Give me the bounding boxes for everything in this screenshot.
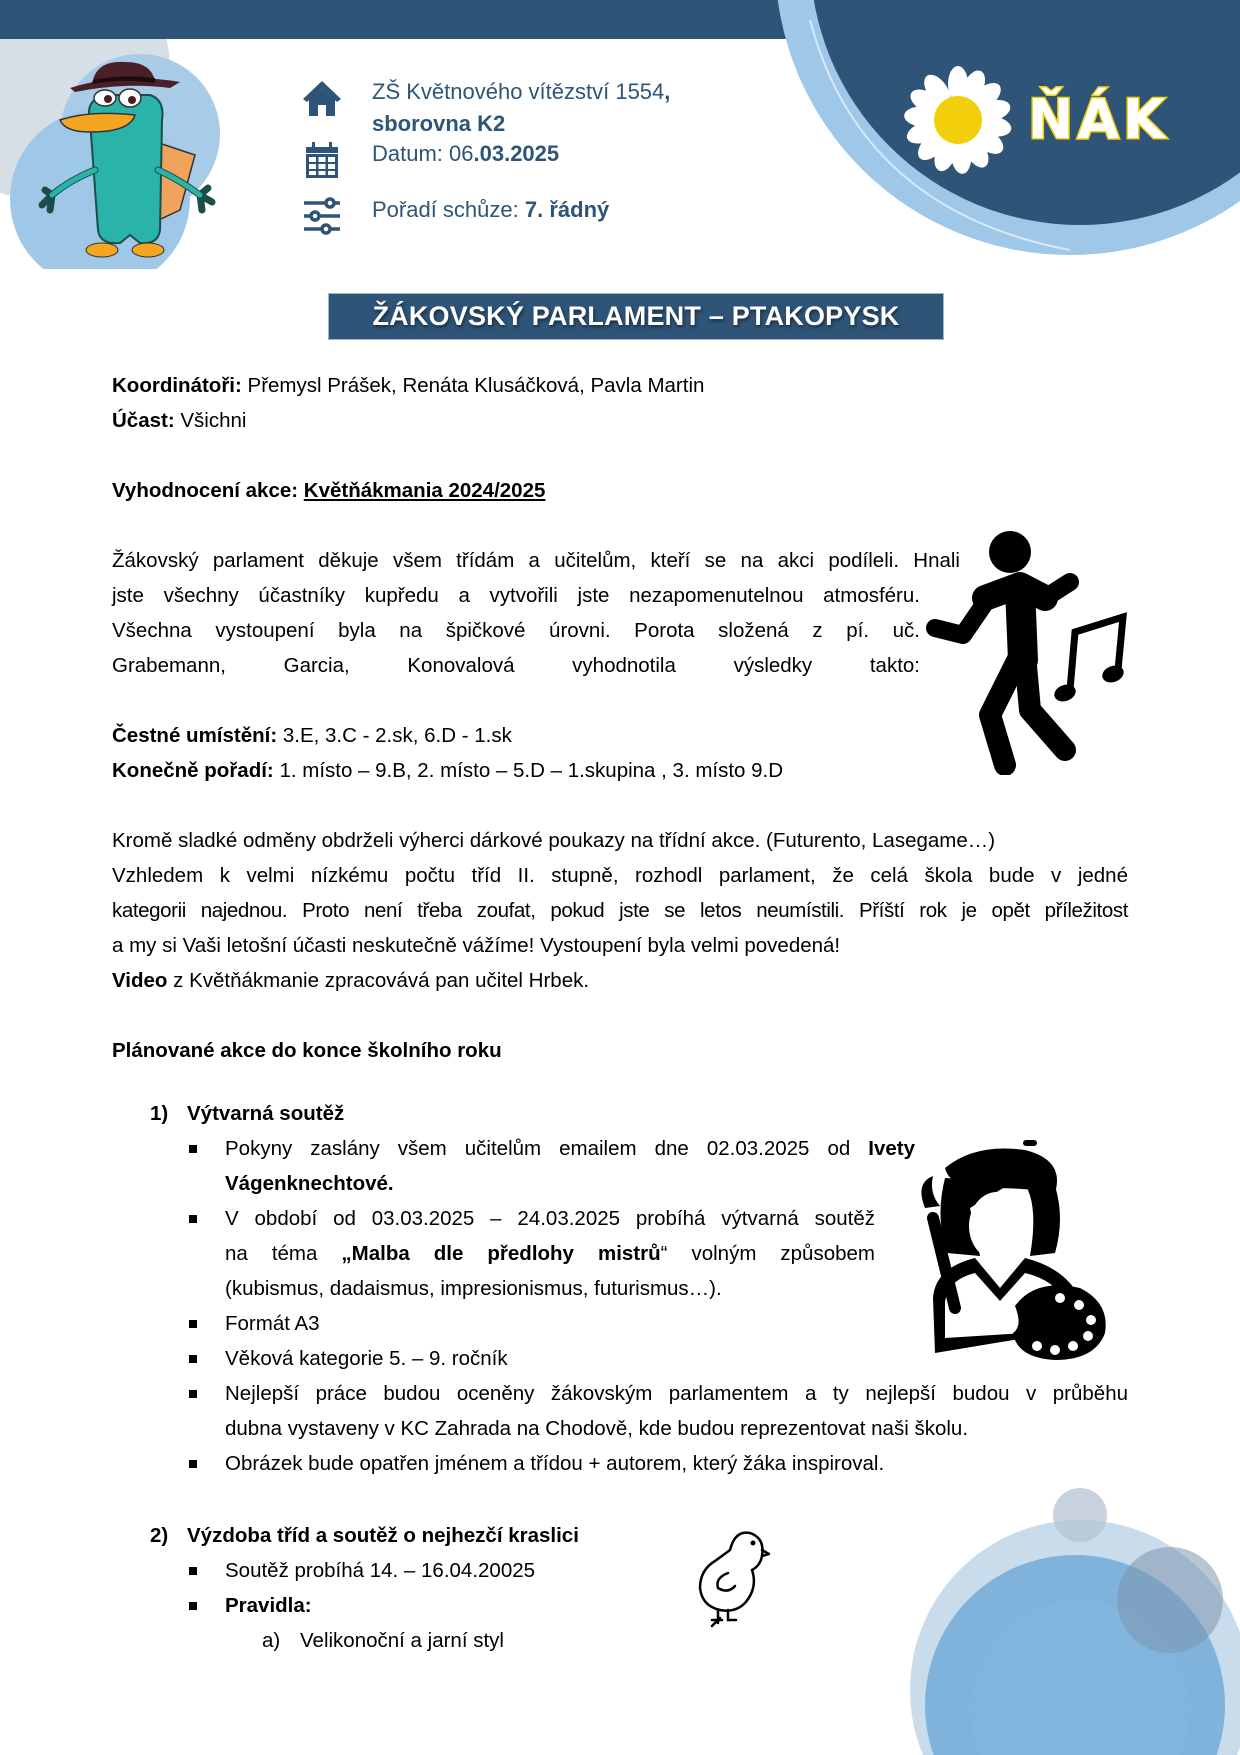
bullet-marker <box>189 1567 197 1575</box>
footer-decoration <box>880 1460 1240 1755</box>
sliders-icon <box>300 194 344 238</box>
location-text: ZŠ Květnového vítězství 1554, sborovna K2 <box>372 79 671 136</box>
rewards-line: Vzhledem k velmi nízkému počtu tříd II. stupně, rozhodl parlament, že celá škola bude v jedné <box>112 864 1128 887</box>
item-number: 1) <box>150 1102 169 1125</box>
logo-text: ŇÁK <box>1028 88 1169 151</box>
bullet-text: na téma „Malba dle předlohy mistrů“ volným způsobem <box>225 1242 875 1265</box>
bullet-text: Věková kategorie 5. – 9. ročník <box>225 1347 508 1370</box>
item-number: 2) <box>150 1524 169 1547</box>
honorable-mention-line: Čestné umístění: 3.E, 3.C - 2.sk, 6.D - 1.sk <box>112 724 512 747</box>
bullet-text: dubna vystaveny v KC Zahrada na Chodově, kde budou reprezentovat naši školu. <box>225 1417 969 1440</box>
bullet-text: Pravidla: <box>225 1594 312 1617</box>
music-note-icon <box>1052 617 1126 704</box>
bullet-text: V období od 03.03.2025 – 24.03.2025 probíhá výtvarná soutěž <box>225 1207 875 1230</box>
item-title: Výtvarná soutěž <box>187 1102 345 1125</box>
calendar-icon <box>300 138 344 182</box>
dancing-person-icon <box>925 530 1140 775</box>
item-title: Výzdoba tříd a soutěž o nejhezčí kraslici <box>187 1524 579 1547</box>
bullet-marker <box>189 1215 197 1223</box>
bullet-text: Soutěž probíhá 14. – 16.04.20025 <box>225 1559 536 1582</box>
paragraph-line: Všechna vystoupení byla na špičkové úrovni. Porota složená z pí. uč. <box>112 619 920 642</box>
bullet-text: (kubismus, dadaismus, impresionismus, futurismus…). <box>225 1277 722 1300</box>
bullet-marker <box>189 1602 197 1610</box>
paragraph-line: Žákovský parlament děkuje všem třídám a učitelům, kteří se na akci podíleli. Hnali <box>112 549 960 572</box>
bullet-text: Pokyny zaslány všem učitelům emailem dne 02.03.2025 od Ivety <box>225 1137 915 1160</box>
bullet-marker <box>189 1460 197 1468</box>
bullet-text: Vágenknechtové. <box>225 1172 394 1195</box>
chick-outline-icon <box>690 1528 770 1628</box>
attendance-line: Účast: Všichni <box>112 409 247 432</box>
document-title: ŽÁKOVSKÝ PARLAMENT – PTAKOPYSK <box>372 301 900 331</box>
coordinators-line: Koordinátoři: Přemysl Prášek, Renáta Klusáčková, Pavla Martin <box>112 374 705 397</box>
home-icon <box>300 76 344 120</box>
paragraph-line: Grabemann, Garcia, Konovalová vyhodnotila výsledky takto: <box>112 654 920 677</box>
school-logo <box>900 60 1200 180</box>
location-row <box>300 76 670 140</box>
bullet-text: Formát A3 <box>225 1312 320 1335</box>
bullet-text: Nejlepší práce budou oceněny žákovským parlamentem a ty nejlepší budou v průběhu <box>225 1382 1128 1405</box>
daisy-icon <box>903 66 1013 175</box>
order-row <box>300 194 609 238</box>
sub-item-text: Velikonoční a jarní styl <box>300 1629 504 1652</box>
paragraph-line: jste všechny účastníky kupředu a vytvořili jste nezapomenutelnou atmosféru. <box>112 584 920 607</box>
bullet-marker <box>189 1390 197 1398</box>
rewards-line: Kromě sladké odměny obdrželi výherci dárkové poukazy na třídní akce. (Futurento, Lasegame…) <box>112 829 996 852</box>
evaluation-heading: Vyhodnocení akce: Květňákmania 2024/2025 <box>112 479 546 502</box>
bullet-marker <box>189 1145 197 1153</box>
order-text: Pořadí schůze: 7. řádný <box>372 197 610 222</box>
bullet-marker <box>189 1355 197 1363</box>
date-text: Datum: 06.03.2025 <box>372 141 560 166</box>
painter-with-palette-icon <box>905 1138 1110 1363</box>
document-title-banner <box>328 293 944 340</box>
planned-heading: Plánované akce do konce školního roku <box>112 1039 502 1062</box>
mascot-platypus-illustration <box>30 60 230 265</box>
bullet-marker <box>189 1320 197 1328</box>
date-row <box>300 138 559 182</box>
rewards-line: a my si Vaši letošní účasti neskutečně vážíme! Vystoupení byla velmi povedená! <box>112 934 841 957</box>
final-ranking-line: Konečně pořadí: 1. místo – 9.B, 2. místo – 5.D – 1.skupina , 3. místo 9.D <box>112 759 784 782</box>
bullet-text: Obrázek bude opatřen jménem a třídou + autorem, který žáka inspiroval. <box>225 1452 885 1475</box>
rewards-line: kategorii najednou. Proto není třeba zoufat, pokud jste se letos neumístili. Příští rok je opět příležitost <box>112 899 1128 922</box>
video-line: Video z Květňákmanie zpracovává pan učitel Hrbek. <box>112 969 590 992</box>
sub-item-letter: a) <box>262 1629 281 1652</box>
